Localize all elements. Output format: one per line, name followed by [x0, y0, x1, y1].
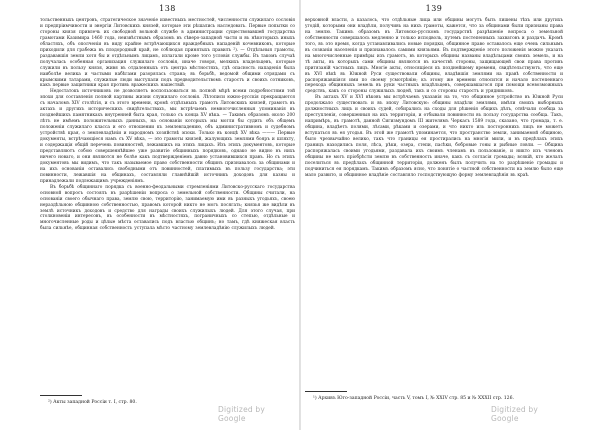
right-footnote: ¹) Архивъ Юго-западной Россіи, часть V, томъ I, № XXIV стр. 85 и № XXXII стр. 126.	[313, 396, 514, 401]
right-page	[305, 0, 563, 430]
right-paragraph-1: верховной власти, а казалось, что отдѣльные лица или общины могутъ быть лишены тѣхъ или другихъ угодій, которыми они владѣли, получивъ на нихъ грамоты, кажется, что за общинами были признаны права на землю. Такимъ образомъ въ Литовско-русскомъ государствѣ разрѣшеніе вопроса о земельной собственности совершалось медленно и только исподволь, путемъ постепенныхъ захватовъ и раздачъ. Кромѣ того, въ это время, когда устанавливались новые порядки, общинное право оставалось еще очень сильнымъ въ сознаніи населенія и признавалось самими князьями. Въ подтвержденіе этого положенія можно указать на многочисленные примѣры изъ грамотъ, въ которыхъ общины названы владѣльцами своихъ земель, и на тѣ акты, въ которыхъ сами общины являются въ качествѣ стороны, защищающей свои права противъ притязаній частныхъ лицъ. Многіе акты, относящіеся къ позднейшему времени, свидѣтельствуютъ, что еще въ XVI вѣкѣ въ Южной Руси существовали общины, владѣвшія землями на правѣ собственности и распоряжавшіяся ими по своему усмотрѣнію; къ этому же времени относится и начало постепеннаго перехода общинныхъ земель въ руки частныхъ владѣльцевъ, совершавшагося при помощи всевозможныхъ средствъ, какъ со стороны служилыхъ людей, такъ и со стороны старостъ и урядниковъ.	[305, 18, 563, 95]
left-watermark: Digitized by Google	[218, 405, 266, 423]
left-footnote-rule	[40, 395, 82, 396]
right-page-number: 139	[425, 4, 443, 13]
right-footnote-rule	[305, 391, 347, 392]
left-page-number: 138	[159, 4, 176, 13]
left-paragraph-2: Недостатокъ источниковъ не дозволяетъ воспользоваться въ полной мѣрѣ всеми подробностями той эпохи для составленія полной картины жизни служилаго сословія. Лѣтописи южно-русскія прекращаются съ началомъ XIV столѣтія, и съ этого времени, кромѣ отдѣльныхъ грамотъ Литовскихъ князей, грамотъ въ актахъ и другихъ историческихъ свидѣтельствахъ, мы встрѣчаемъ немногочисленныя упоминанія въ позднейшихъ памятникахъ внутренней быта края, только съ конца XV вѣка. — Такимъ образомъ около 200 лѣтъ не имѣемъ положительныхъ данныхъ, на основаніи которыхъ мы могли бы судить объ общемъ положеніи служилаго класса и его отношении къ землевладению, объ административномъ и судебномъ устройствѣ края, о землевладѣніи и народномъ хозяйствѣ эпохи. Только въ концѣ XV вѣка ——— Первые документы, встрѣчающіеся намъ съ XV вѣка, — это грамоты князей, жалующихъ землями бояръ и шляхту, и содержащія общій перечень повинностей, лежавшихъ на этихъ лицахъ. Изъ этихъ документовъ, которые представляютъ собою совершеннѣйшее уже развитіе общинныхъ порядковъ, однако не видно въ нихъ ничего новаго, и они являются не болѣе какъ подтвержденіемъ давно установившихся правъ. Но съ этихъ документовъ мы видимъ, что такъ называемое право собственности общинъ признавалось за общинами и на ихъ основаніи оставались свободными отъ повинностей, платимыхъ въ пользу государства; эти повинности, лежавшія на общинахъ, составляли главнѣйшій источникъ доходовъ для казны и принадлежали подлежащимъ учрежденіямъ.	[40, 89, 295, 184]
right-watermark: Digitized by Google	[491, 405, 539, 423]
right-page-body	[305, 18, 563, 179]
left-page-body	[40, 18, 295, 232]
left-paragraph-3: Въ борьбѣ общиннаго порядка съ военно-феодальными стремленіями Литовско-русскаго государства основной вопросъ состоялъ въ разрѣшеніи вопроса о земельной собственности. Общины считали, на основаніи своего обычнаго права, землю свою, территорію, занимаемую ими въ разныхъ угодьяхъ, своею нераздѣльною общинною собственностью, правомъ которой никто не могъ посягать; князья же видѣли въ землѣ источникъ доходовъ и средство для награды своихъ служилыхъ людей. Для этого случая, при столкновеніи интересовъ, въ особенности въ мѣстностяхъ, пограничныхъ со степью, отдѣльные и многочисленные роды и цѣлые мѣста оставались подъ властью общинъ; но тамъ, гдѣ княжеская власть была сильнѣе, общинная собственность уступала мѣсто частному землевладѣнію служилыхъ людей.	[40, 184, 295, 232]
book-gutter	[299, 0, 301, 430]
right-paragraph-2: Въ актахъ XV и XVI вѣковъ мы встрѣчаемъ указанія на то, что общинное устройство въ Южной Руси продолжало существовать и въ эпоху Литовскую: общины владѣли землями, имѣли своихъ выборныхъ должностныхъ лицъ и своихъ судей, собирались на сходы для рѣшенія общихъ дѣлъ, отвѣчали сообща за преступленія, совершенныя на ихъ территоріи, и отбывали повинности въ пользу государства сообща. Такъ, напримѣръ, въ грамотѣ, данной Сигизмундомъ III жителямъ Черкасъ 1589 года, сказано, что громада, т. е. община, владѣетъ полями, лѣсами, рѣками и озерами, и что никто изъ постороннихъ лицъ не можетъ вступаться въ ея угодья. Въ этой же грамотѣ упоминается, что пространство земли, занимаемой общиною, было чрезвычайно велико, такъ что границы ея простирались на многія мили, и въ предѣлахъ этихъ границъ находились поля, лѣса, рѣки, озера, степи, пасѣки, бобровые гоны и рыбные ловли. — Община распоряжалась своими угодьями, раздавала ихъ своимъ членамъ въ пользованіе, и никто изъ членовъ общины не могъ пріобрѣсти землю въ собственность иначе, какъ съ согласія громады; всякій, кто желалъ поселиться въ предѣлахъ общинной территоріи, долженъ былъ получить на то разрѣшеніе громады и подчиниться ея порядкамъ. Такимъ образомъ ясно, что понятіе о частной собственности на землю было еще мало развито, и общинное владѣніе составляло господствующую форму землевладѣнія въ краѣ.	[305, 95, 563, 178]
left-footnote: ²) Акты западной Россіи т. I, стр. 80.	[48, 400, 137, 405]
left-paragraph-1: тольственныхъ центровъ, стратегическое значеніе известныхъ местностей, численности служилаго сословія и предпріимчивости и энергіи Литовскихъ князей, которые эти рѣшались наследовать. Первые попытки со стороны князя привлечь их свободной вольной службе в администрации существовавшей государства грамотами Казимира 1460 года, неизвѣстнымъ образомъ въ сѣверо-западной части и въ нѣкоторыхъ иныхъ областяхъ, объ ополченіи въ виду крайне встрѣчающихся враждебныхъ нападеній кочевниковъ, которые приходили для грабежа въ плодородный край, не соблюдая принятыхъ правилъ ²). — Отдѣльныя грамоты, раздававшія земли хотя бы и отдѣльнымъ лицамъ, излагали кроме того условія службы. Въ такомъ случаѣ получалась особенная организация служилаго сословія, иначе говоря, мелкихъ владельцевъ, которые служили въ пользу князя, живя въ отдаленныхъ отъ центра мѣстностяхъ, гдѣ опасность нападенія была наиболѣе велика и частыми набѣгами разорялась страна; въ борьбѣ, ведомой общими отрядами съ крымскими татарами, служилые люди выступали подъ предводительствомъ старостъ и своихъ сотниковъ, какъ первые защитники края противъ вражескихъ нашествій.	[40, 18, 295, 89]
left-page	[40, 0, 295, 430]
